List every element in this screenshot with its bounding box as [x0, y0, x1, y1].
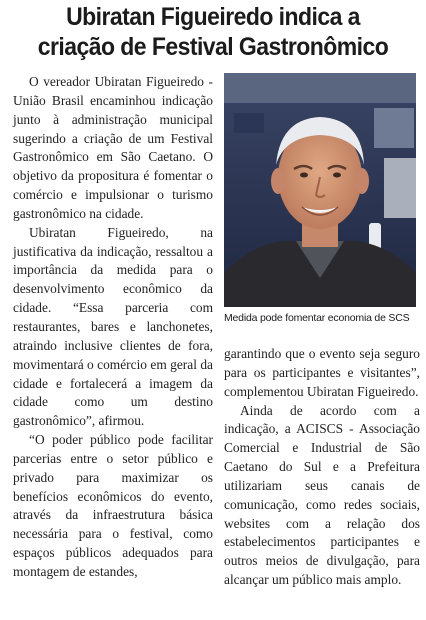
article-headline: [17, 2, 409, 62]
paragraph-4: Ainda de acordo com a indicação, a ACISCS - Associação Comercial e Industrial de São Caetano do Sul e a Prefeitura utilizariam seus canais de comunicação, como redes sociais, websites com a relação dos estabelecimentos participantes e outros meios de divulgação, para alcançar um público mais amplo.: [224, 402, 420, 588]
paragraph-3: “O poder público pode facilitar parcerias entre o setor público e privado para maximizar os benefícios econômicos do evento, através da infraestrutura básica necessária para o festival, como espaços públicos adequados para montagem de estandes,: [13, 432, 213, 579]
portrait-illustration: [224, 73, 416, 307]
photo-caption: Medida pode fomentar economia de SCS: [224, 312, 410, 324]
article-left-column: [13, 73, 213, 582]
headline-line-1: Ubiratan Figueiredo indica a: [66, 3, 360, 31]
portrait-photo: [224, 73, 416, 307]
paragraph-2: Ubiratan Figueiredo, na justificativa da indicação, ressaltou a importância da medida para o desenvolvimento econômico da cidade. “Essa parceria com restaurantes, bares e lanchonetes, atraindo inclusive clientes de fora, movimentará o comércio em geral da cidade e fortalecerá a imagem da cidade como um destino gastronômico”, afirmou.: [13, 224, 213, 429]
headline-line-2: criação de Festival Gastronômico: [37, 33, 389, 61]
paragraph-3-continued: garantindo que o evento seja seguro para os participantes e visitantes”, complementou Ubiratan Figueiredo.: [224, 346, 420, 399]
paragraph-1: O vereador Ubiratan Figueiredo - União Brasil encaminhou indicação junto à administração municipal sugerindo a criação de um Festival Gastronômico em São Caetano. O objetivo da propositura é fomentar o comércio e impulsionar o turismo gastronômico na cidade.: [13, 74, 213, 221]
article-right-column: [224, 345, 420, 590]
